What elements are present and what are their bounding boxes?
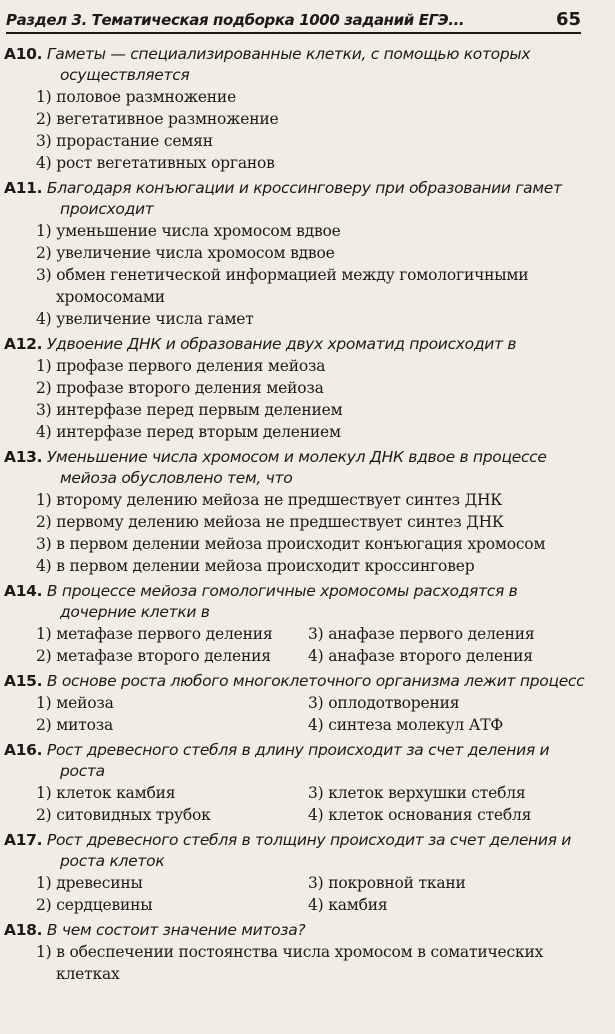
answer-option: 2) ситовидных трубок: [36, 806, 211, 824]
answer-option: 3) прорастание семян: [36, 132, 213, 150]
question-number: А10.: [4, 45, 43, 63]
question-text: В чем состоит значение митоза?: [46, 921, 306, 939]
question-stem: [0, 44, 615, 86]
answer-option: 3) анафазе первого деления: [308, 625, 535, 643]
answer-option: 1) половое размножение: [36, 88, 237, 106]
answer-option: 4) интерфазе перед вторым делением: [36, 423, 341, 441]
question-stem: [0, 740, 615, 782]
question-number: А13.: [4, 448, 43, 466]
answer-option: 2) профазе второго деления мейоза: [36, 379, 324, 397]
question-a14: [0, 581, 615, 667]
answer-option: 4) клеток основания стебля: [308, 806, 532, 824]
question-text: Уменьшение числа хромосом и молекул ДНК вдвое в процессе мейоза обусловлено тем, что: [46, 448, 547, 487]
question-text: Рост древесного стебля в толщину происходит за счет деления и роста клеток: [46, 831, 572, 870]
question-a18: [0, 920, 615, 985]
question-text: Гаметы — специализированные клетки, с помощью которых осуществляется: [46, 45, 531, 84]
question-text: Рост древесного стебля в длину происходит за счет деления и роста: [46, 741, 550, 780]
answer-option: 1) в обеспечении постоянства числа хромосом в соматических клетках: [36, 943, 544, 983]
answer-option: 1) древесины: [36, 874, 143, 892]
question-stem: [0, 447, 615, 489]
answer-option: 1) мейоза: [36, 694, 114, 712]
question-list: [0, 44, 615, 989]
question-number: А15.: [4, 672, 43, 690]
answer-option: 4) синтеза молекул АТФ: [308, 716, 504, 734]
answer-option: 1) метафазе первого деления: [36, 625, 273, 643]
question-a10: [0, 44, 615, 174]
answer-option: 4) анафазе второго деления: [308, 647, 533, 665]
question-stem: [0, 671, 615, 692]
answer-option: 3) обмен генетической информацией между гомологичными хромосомами: [36, 266, 529, 306]
question-a13: [0, 447, 615, 577]
question-text: В процессе мейоза гомологичные хромосомы расходятся в дочерние клетки в: [46, 582, 518, 621]
answer-option: 3) в первом делении мейоза происходит конъюгация хромосом: [36, 535, 546, 553]
answer-option: 1) профазе первого деления мейоза: [36, 357, 326, 375]
question-stem: [0, 581, 615, 623]
question-number: А14.: [4, 582, 43, 600]
question-a16: [0, 740, 615, 826]
section-title: Раздел 3. Тематическая подборка 1000 заданий ЕГЭ...: [6, 11, 465, 29]
answer-option: 2) митоза: [36, 716, 114, 734]
page-number: 65: [555, 9, 581, 30]
question-number: А11.: [4, 179, 43, 197]
answer-option: 3) клеток верхушки стебля: [308, 784, 526, 802]
question-number: А16.: [4, 741, 43, 759]
answer-option: 2) увеличение числа хромосом вдвое: [36, 244, 335, 262]
question-stem: [0, 830, 615, 872]
question-a12: [0, 334, 615, 443]
answer-option: 1) уменьшение числа хромосом вдвое: [36, 222, 341, 240]
answer-option: 1) второму делению мейоза не предшествует синтез ДНК: [36, 491, 503, 509]
answer-option: 4) увеличение числа гамет: [36, 310, 254, 328]
answer-option: 2) метафазе второго деления: [36, 647, 271, 665]
question-stem: [0, 334, 615, 355]
answer-option: 4) в первом делении мейоза происходит кроссинговер: [36, 557, 475, 575]
question-number: А17.: [4, 831, 43, 849]
answer-option: 2) вегетативное размножение: [36, 110, 279, 128]
question-a11: [0, 178, 615, 330]
question-number: А18.: [4, 921, 43, 939]
answer-option: 3) интерфазе перед первым делением: [36, 401, 343, 419]
question-text: В основе роста любого многоклеточного организма лежит процесс: [46, 672, 585, 690]
answer-option: 4) камбия: [308, 896, 388, 914]
question-stem: [0, 178, 615, 220]
question-text: Удвоение ДНК и образование двух хроматид происходит в: [46, 335, 517, 353]
question-number: А12.: [4, 335, 43, 353]
question-a15: [0, 671, 615, 736]
page-header: [6, 4, 581, 34]
answer-option: 2) первому делению мейоза не предшествует синтез ДНК: [36, 513, 504, 531]
answer-option: 3) покровной ткани: [308, 874, 466, 892]
answer-option: 2) сердцевины: [36, 896, 153, 914]
question-a17: [0, 830, 615, 916]
answer-option: 3) оплодотворения: [308, 694, 460, 712]
question-text: Благодаря конъюгации и кроссинговеру при образовании гамет происходит: [46, 179, 562, 218]
question-stem: [0, 920, 615, 941]
answer-option: 1) клеток камбия: [36, 784, 176, 802]
answer-option: 4) рост вегетативных органов: [36, 154, 275, 172]
